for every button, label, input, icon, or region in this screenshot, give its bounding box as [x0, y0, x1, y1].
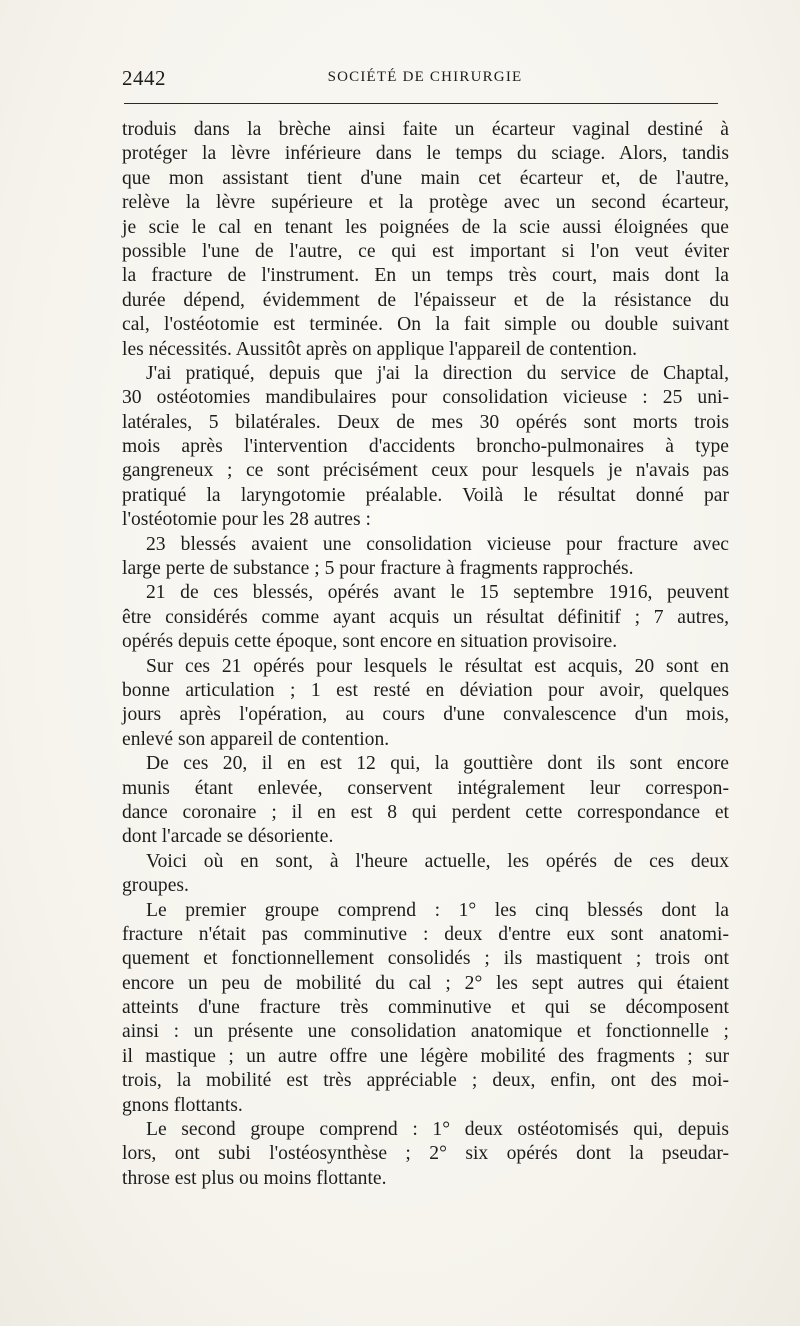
page-header: [122, 66, 728, 92]
text-line: large perte de substance ; 5 pour fracture à fragments rapprochés.: [122, 558, 634, 580]
text-line: bonne articulation ; 1 est resté en déviation pour avoir, quelques: [122, 679, 729, 701]
page-number: 2442: [122, 66, 166, 90]
text-line: les nécessités. Aussitôt après on applique l'appareil de contention.: [122, 338, 638, 360]
text-line: De ces 20, il en est 12 qui, la gouttière dont ils sont encore: [146, 753, 729, 775]
text-line: enlevé son appareil de contention.: [122, 728, 390, 750]
text-line: Voici où en sont, à l'heure actuelle, les opérés de ces deux: [146, 850, 729, 872]
running-title: SOCIÉTÉ DE CHIRURGIE: [327, 69, 523, 85]
text-line: munis étant enlevée, conservent intégralement leur correspon-: [122, 777, 729, 799]
text-line: 23 blessés avaient une consolidation vicieuse pour fracture avec: [146, 533, 729, 555]
text-line: Sur ces 21 opérés pour lesquels le résultat est acquis, 20 sont en: [146, 655, 729, 677]
text-line: l'ostéotomie pour les 28 autres :: [122, 509, 371, 531]
text-line: je scie le cal en tenant les poignées de la scie aussi éloignées que: [122, 216, 729, 238]
text-line: trois, la mobilité est très appréciable ; deux, enfin, ont des moi-: [122, 1070, 729, 1092]
text-line: il mastique ; un autre offre une légère mobilité des fragments ; sur: [122, 1045, 729, 1067]
text-line: cal, l'ostéotomie est terminée. On la fait simple ou double suivant: [122, 314, 729, 336]
text-line: groupes.: [122, 875, 189, 897]
text-line: mois après l'intervention d'accidents broncho-pulmonaires à type: [122, 436, 729, 458]
text-line: la fracture de l'instrument. En un temps très court, mais dont la: [122, 265, 729, 287]
text-line: opérés depuis cette époque, sont encore en situation provisoire.: [122, 631, 618, 653]
text-line: quement et fonctionnellement consolidés ; ils mastiquent ; trois ont: [122, 948, 729, 970]
text-line: fracture n'était pas comminutive : deux d'entre eux sont anatomi-: [122, 923, 729, 945]
text-line: possible l'une de l'autre, ce qui est important si l'on veut éviter: [122, 240, 729, 262]
text-line: ainsi : un présente une consolidation anatomique et fonctionnelle ;: [122, 1021, 729, 1043]
text-line: gangreneux ; ce sont précisément ceux pour lesquels je n'avais pas: [122, 460, 729, 482]
text-line: Le second groupe comprend : 1° deux ostéotomisés qui, depuis: [146, 1119, 729, 1141]
text-line: lors, ont subi l'ostéosynthèse ; 2° six opérés dont la pseudar-: [122, 1143, 729, 1165]
text-line: que mon assistant tient d'une main cet écarteur et, de l'autre,: [122, 167, 729, 189]
text-line: atteints d'une fracture très comminutive et qui se décomposent: [122, 997, 729, 1019]
text-line: pratiqué la laryngotomie préalable. Voilà le résultat donné par: [122, 484, 729, 506]
text-line: encore un peu de mobilité du cal ; 2° les sept autres qui étaient: [122, 972, 729, 994]
text-line: être considérés comme ayant acquis un résultat définitif ; 7 autres,: [122, 606, 729, 628]
header-rule: [124, 103, 718, 104]
text-line: durée dépend, évidemment de l'épaisseur et de la résistance du: [122, 289, 729, 311]
body-text: [122, 118, 729, 1191]
text-line: J'ai pratiqué, depuis que j'ai la direction du service de Chaptal,: [146, 362, 729, 384]
text-line: Le premier groupe comprend : 1° les cinq blessés dont la: [146, 899, 729, 921]
text-line: troduis dans la brèche ainsi faite un écarteur vaginal destiné à: [122, 119, 729, 140]
text-line: gnons flottants.: [122, 1094, 243, 1116]
text-line: latérales, 5 bilatérales. Deux de mes 30 opérés sont morts trois: [122, 411, 729, 433]
text-line: dont l'arcade se désoriente.: [122, 826, 334, 848]
text-line: throse est plus ou moins flottante.: [122, 1167, 387, 1189]
text-line: relève la lèvre supérieure et la protège avec un second écarteur,: [122, 192, 729, 214]
text-line: 21 de ces blessés, opérés avant le 15 septembre 1916, peuvent: [146, 582, 729, 604]
text-line: dance coronaire ; il en est 8 qui perdent cette correspondance et: [122, 801, 729, 823]
text-line: jours après l'opération, au cours d'une convalescence d'un mois,: [122, 704, 729, 726]
text-line: protéger la lèvre inférieure dans le temps du sciage. Alors, tandis: [122, 143, 729, 165]
text-line: 30 ostéotomies mandibulaires pour consolidation vicieuse : 25 uni-: [122, 387, 729, 409]
